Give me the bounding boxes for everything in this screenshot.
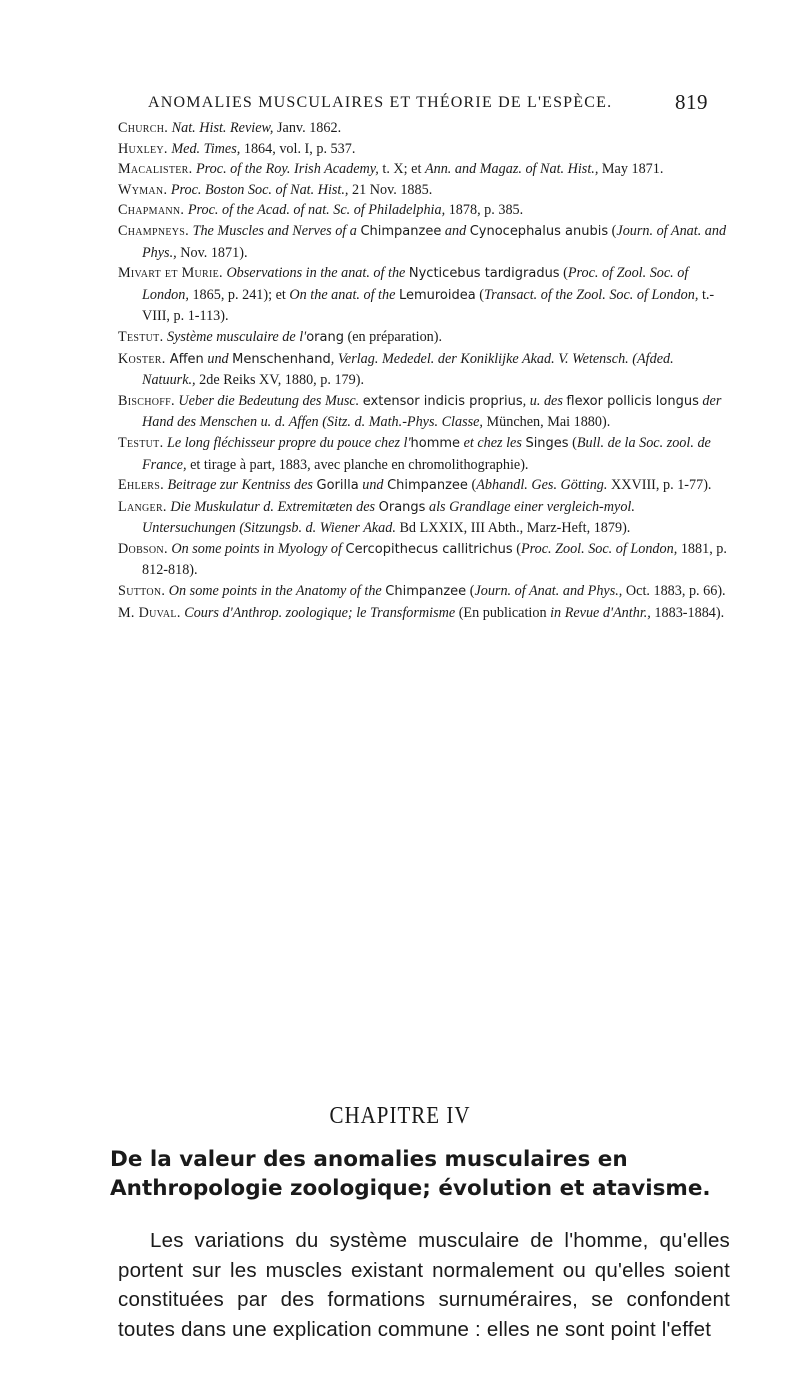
reference-author: Macalister. [118, 161, 193, 178]
reference-entry [118, 221, 728, 263]
source-title: Abhandl. Ges. Götting. [476, 477, 608, 494]
reference-author: Bischoff. [118, 392, 175, 409]
citation-text: Bd LXXIX, III Abth., Marz-Heft, 1879). [395, 520, 631, 537]
reference-entry [118, 327, 728, 349]
citation-text: Janv. 1862. [273, 120, 342, 136]
taxon-name: Affen [165, 351, 204, 367]
source-title: Proc. of the Acad. of nat. Sc. of Philadelphia, [184, 202, 446, 219]
source-title: Le long fléchisseur propre du pouce chez l' [163, 434, 411, 451]
source-title: , u. des [522, 392, 567, 409]
source-title: Proc. of Zool. Soc. of London, [142, 265, 689, 303]
reference-entry [118, 475, 728, 497]
source-title: Med. Times, [167, 140, 241, 157]
citation-text: Nov. 1871). [176, 244, 248, 261]
citation-text: (en préparation). [343, 328, 443, 345]
citation-text: ( [467, 477, 477, 494]
reference-entry [118, 118, 728, 139]
chapter-label: CHAPITRE IV [329, 1101, 471, 1129]
reference-author: Church. [118, 120, 169, 136]
source-title: On some points in Myology of [167, 540, 346, 557]
citation-text: XXVIII, p. 1-77). [607, 477, 712, 494]
taxon-name: Chimpanzee [385, 584, 467, 600]
citation-text: 1881, p. 812-818). [142, 540, 727, 579]
citation-text: 1865, p. 241); et [188, 286, 290, 303]
reference-entry [118, 497, 728, 539]
source-title: Nat. Hist. Review, [168, 120, 274, 136]
source-title: Système musculaire de l' [163, 328, 307, 345]
reference-author: Sutton. [118, 583, 166, 600]
source-title: und [203, 350, 233, 367]
citation-text: ( [475, 286, 484, 303]
source-title: in Revue d'Anthr., [550, 604, 651, 621]
reference-entry [118, 391, 728, 433]
source-title: On the anat. of the [289, 286, 399, 303]
source-title: , Verlag. Mededel. der Koniklijke Akad. V. Wetensch. (Afded. Natuurk., [142, 350, 674, 389]
reference-entry [118, 539, 728, 581]
reference-entry [118, 139, 728, 160]
source-title: Journ. of Anat. and Phys., [474, 583, 623, 600]
taxon-name: homme [410, 435, 461, 451]
page-number: 819 [675, 90, 708, 114]
citation-text: 2de Reiks XV, 1880, p. 179). [195, 372, 365, 389]
taxon-name: Menschenhand [232, 351, 331, 367]
source-title: Beitrage zur Kentniss des [163, 477, 317, 494]
reference-author: Chapmann. [118, 202, 185, 219]
citation-text: 1883-1884). [650, 604, 725, 621]
taxon-name: Chimpanzee [360, 223, 442, 239]
source-title: and [441, 222, 470, 239]
source-title: Die Muskulatur d. Extremitæten des [166, 498, 379, 515]
reference-entry [118, 263, 728, 327]
chapter-title: De la valeur des anomalies musculaires en Anthropologie zoologique; évolution et atavisme. [110, 1147, 711, 1201]
reference-entry [118, 349, 728, 391]
taxon-name: extensor indicis proprius [362, 393, 523, 409]
reference-entry [118, 433, 728, 475]
reference-author: Testut. [118, 328, 164, 345]
citation-text: Oct. 1883, p. 66). [622, 583, 726, 600]
reference-author: Langer. [118, 498, 167, 515]
reference-author: Champneys. [118, 222, 190, 239]
source-title: Transact. of the Zool. Soc. of London, [483, 286, 699, 303]
reference-author: M. Duval. [118, 604, 181, 621]
reference-author: Huxley. [118, 140, 168, 157]
citation-text: München, Mai 1880). [482, 414, 611, 431]
reference-author: Mivart et Murie. [118, 265, 223, 282]
running-title: ANOMALIES MUSCULAIRES ET THÉORIE DE L'ESPÈCE. [148, 94, 613, 111]
citation-text: ( [559, 265, 568, 282]
source-title: Proc. of the Roy. Irish Academy, [192, 161, 379, 178]
taxon-name: Gorilla [316, 478, 359, 494]
bibliography-list [118, 118, 728, 623]
reference-entry [118, 180, 728, 201]
taxon-name: Cynocephalus anubis [469, 223, 609, 239]
reference-entry [118, 200, 728, 221]
taxon-name: Chimpanzee [387, 478, 468, 494]
taxon-name: orang [306, 329, 344, 345]
reference-author: Dobson. [118, 540, 168, 557]
source-title: Proc. Boston Soc. of Nat. Hist., [167, 181, 349, 198]
taxon-name: Nycticebus tardigradus [408, 266, 560, 282]
source-title: Observations in the anat. of the [222, 265, 409, 282]
citation-text: ( [568, 434, 577, 451]
body-paragraph: Les variations du système musculaire de l'homme, qu'elles portent sur les muscles existant normalement ou qu'elles soient constituées par des formations surnuméraires, se confondent toutes dans une explication commune : elles ne sont point l'effet [118, 1229, 730, 1341]
source-title: Ueber die Bedeutung des Musc. [174, 392, 363, 409]
reference-author: Koster. [118, 350, 166, 367]
citation-text: ( [466, 583, 475, 600]
taxon-name: Cercopithecus callitrichus [345, 541, 513, 557]
source-title: Journ. of Anat. and Phys., [142, 222, 727, 261]
taxon-name: Singes [525, 435, 569, 451]
citation-text: 21 Nov. 1885. [348, 181, 433, 198]
citation-text: 1878, p. 385. [445, 202, 524, 219]
citation-text: 1864, vol. I, p. 537. [240, 140, 356, 157]
reference-entry [118, 581, 728, 603]
source-title: The Muscles and Nerves of a [189, 222, 361, 239]
reference-author: Wyman. [118, 181, 168, 198]
taxon-name: Orangs [378, 499, 426, 515]
citation-text: (En publication [455, 604, 551, 621]
citation-text: t.-VIII, p. 1-113). [142, 286, 715, 325]
source-title: Proc. Zool. Soc. of London, [520, 540, 678, 557]
source-title: Ann. and Magaz. of Nat. Hist., [424, 161, 599, 178]
citation-text: t. X; et [378, 161, 425, 178]
source-title: als Grandlage einer vergleich-myol. Untersuchungen (Sitzungsb. d. Wiener Akad. [142, 498, 635, 537]
source-title: Bull. de la Soc. zool. de France, [142, 434, 711, 473]
reference-author: Testut. [118, 434, 164, 451]
source-title: et chez les [460, 434, 526, 451]
citation-text: ( [512, 540, 521, 557]
source-title: Cours d'Anthrop. zoologique; le Transformisme [180, 604, 456, 621]
source-title: On some points in the Anatomy of the [165, 583, 386, 600]
source-title: und [358, 477, 388, 494]
taxon-name: flexor pollicis longus [566, 393, 699, 409]
citation-text: ( [608, 222, 617, 239]
source-title: der Hand des Menschen u. d. Affen (Sitz. d. Math.-Phys. Classe, [142, 392, 722, 431]
reference-entry [118, 603, 728, 624]
citation-text: May 1871. [598, 161, 664, 178]
taxon-name: Lemuroidea [398, 287, 476, 303]
citation-text: et tirage à part, 1883, avec planche en chromolithographie). [186, 456, 529, 473]
reference-entry [118, 159, 728, 180]
reference-author: Ehlers. [118, 477, 164, 494]
